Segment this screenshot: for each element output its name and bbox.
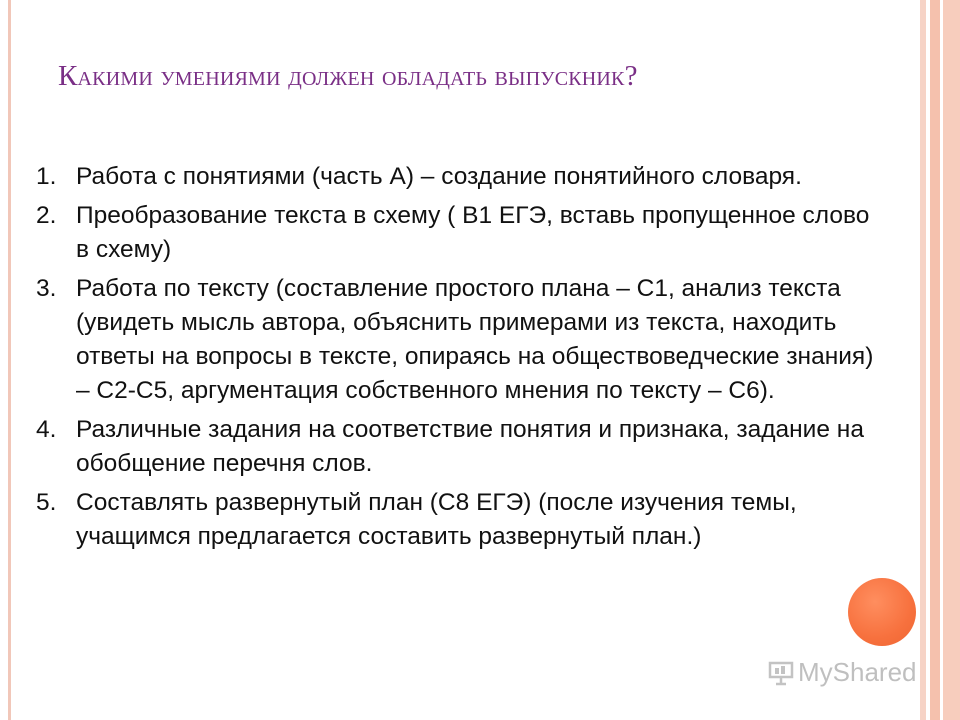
left-border-line xyxy=(8,0,11,720)
watermark-text: MyShared xyxy=(798,657,917,687)
skills-list xyxy=(36,160,886,559)
list-item xyxy=(36,272,886,408)
right-decorative-stripes xyxy=(920,0,960,720)
list-item-number: 2. xyxy=(36,202,57,229)
list-item-text: Преобразование текста в схему ( В1 ЕГЭ, вставь пропущенное слово в схему) xyxy=(76,202,870,263)
decorative-orange-circle xyxy=(848,578,916,646)
list-item-text: Составлять развернутый план (С8 ЕГЭ) (после изучения темы, учащимся предлагается составить развернутый план.) xyxy=(76,489,797,550)
list-item-text: Различные задания на соответствие понятия и признака, задание на обобщение перечня слов. xyxy=(76,416,864,477)
list-item xyxy=(36,199,886,267)
list-item xyxy=(36,486,886,554)
presentation-icon xyxy=(768,660,794,686)
slide-title: Какими умениями должен обладать выпускник? xyxy=(58,60,638,92)
list-item-text: Работа с понятиями (часть А) – создание понятийного словаря. xyxy=(76,163,802,190)
list-item-text: Работа по тексту (составление простого плана – С1, анализ текста (увидеть мысль автора, объяснить примерами из текста, находить ответы на вопросы в тексте, опираясь на обществоведческие знания) – С2-С5, аргументация собственного мнения по тексту – С6). xyxy=(76,275,874,404)
watermark xyxy=(768,657,917,688)
list-item-number: 5. xyxy=(36,489,57,516)
list-item-number: 1. xyxy=(36,163,57,190)
list-item xyxy=(36,160,886,194)
list-item-number: 4. xyxy=(36,416,57,443)
list-item-number: 3. xyxy=(36,275,57,302)
list-item xyxy=(36,413,886,481)
